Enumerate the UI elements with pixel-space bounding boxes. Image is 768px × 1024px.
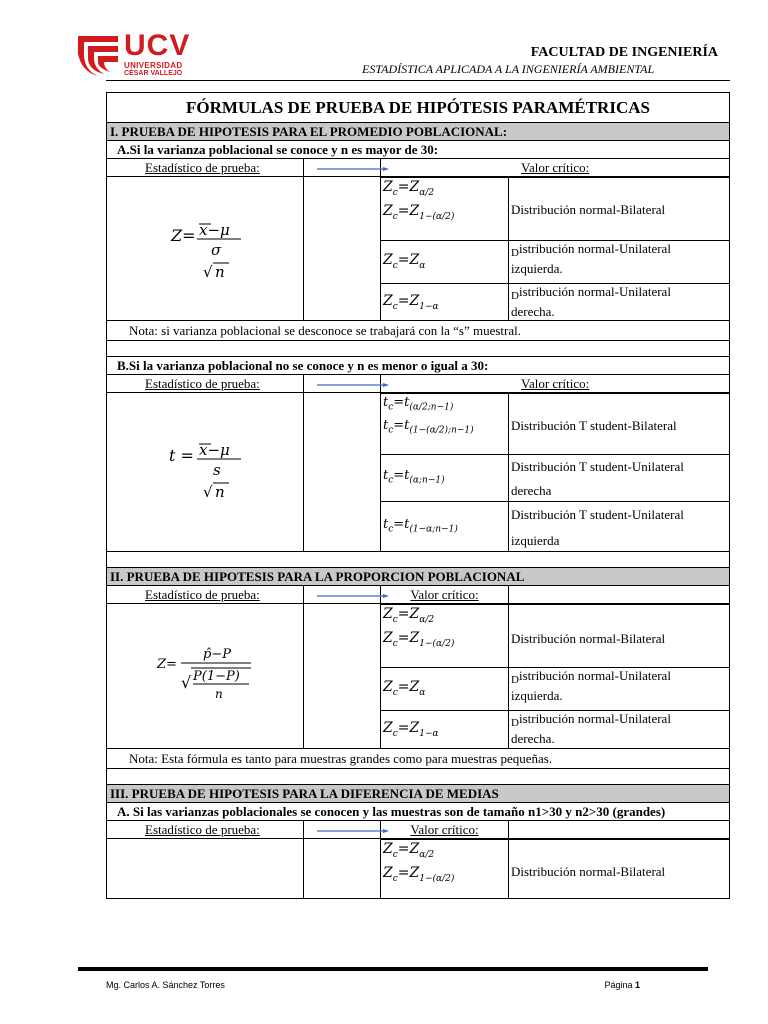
svg-text:x−μ: x−μ [199,441,230,459]
arrow-right-icon [317,383,389,387]
footer-page: Página 1 [604,980,640,990]
section-3-heading: III. PRUEBA DE HIPOTESIS PARA LA DIFERENCIA DE MEDIAS [107,785,729,803]
subsection-d-heading: A. Si las varianzas poblacionales se conocen y las muestras son de tamaño n1>30 y n2>30 (grandes) [107,803,729,821]
formula-table [106,92,730,899]
svg-text:p̂−P: p̂−P [203,647,231,662]
crit-row: $Z_c=Z_{\alpha/2}$ $Z_c=Z_{1-(\alpha/2)}$ Distribución normal-Bilateral [381,604,729,667]
crit-row: $t_c=t_{(\alpha/2;n-1)}$ $t_c=t_{(1-(\alpha/2);n-1)}$ Distribución T student-Bilateral [381,393,729,454]
crit-label: Valor crítico: [521,160,590,175]
crit-row: $Z_c=Z_{1-\alpha}$ $_D$istribución normal-Unilateral derecha. [381,283,729,320]
arrow-right-icon [317,167,389,171]
t-mean-formula-icon [167,435,247,503]
svg-text:√: √ [203,483,213,501]
crit-row: $Z_c=Z_{\alpha/2}$ $Z_c=Z_{1-(\alpha/2)}$ Distribución normal-Bilateral [381,177,729,240]
svg-text:σ: σ [211,241,222,259]
subsection-b-heading: B.Si la varianza poblacional no se conoce y n es menor o igual a 30: [107,357,729,375]
note-a: Nota: si varianza poblacional se desconoce se trabajará con la “s” muestral. [107,321,729,341]
svg-text:n: n [215,263,225,281]
block-b: Estadístico de prueba: t = x−μ s √ n Valor crítico: $t_c=t_{(\alpha/2;n-1)}$ $t_c=t_{(1-(\alpha/2);n-1)}$ Distribución T student-Bilateral $t_c=t_{(\alpha;n-1)}$ Distribución T student-Unilateral derecha $t_c=t_{(1-\alpha;n-1)}$ Distribución T student-Unilateral izquierda [107,375,729,552]
section-2-heading: II. PRUEBA DE HIPOTESIS PARA LA PROPORCION POBLACIONAL [107,568,729,586]
block-a [107,159,729,321]
svg-text:√: √ [181,673,192,692]
ucv-shield-icon [78,32,118,78]
arrow-right-icon [317,829,389,833]
crit-row: $t_c=t_{(\alpha;n-1)}$ Distribución T student-Unilateral derecha [381,454,729,501]
svg-text:n: n [215,483,225,501]
footer-rule [78,967,708,971]
faculty-title: FACULTAD DE INGENIERÍA [530,45,718,60]
svg-text:Z=: Z= [157,657,177,672]
arrow-right-icon [317,594,389,598]
document-title: FÓRMULAS DE PRUEBA DE HIPÓTESIS PARAMÉTRICAS [107,93,729,123]
crit-row: $t_c=t_{(1-\alpha;n-1)}$ Distribución T student-Unilateral izquierda [381,501,729,551]
z-mean-formula-icon [169,215,249,283]
crit-row: $Z_c=Z_\alpha$ $_D$istribución normal-Unilateral izquierda. [381,240,729,283]
block-d: Estadístico de prueba: Valor crítico: $Z_c=Z_{\alpha/2}$ $Z_c=Z_{1-(\alpha/2)}$ Distribución normal-Bilateral [107,821,729,898]
svg-text:x−μ: x−μ [199,221,230,239]
proportion-formula-icon [155,644,265,708]
subsection-a-heading: A.Si la varianza poblacional se conoce y n es mayor de 30: [107,141,729,159]
crit-row: $Z_c=Z_{\alpha/2}$ $Z_c=Z_{1-(\alpha/2)}$ Distribución normal-Bilateral [381,839,729,898]
logo-line1: UNIVERSIDAD [124,61,183,70]
crit-row: $Z_c=Z_{1-\alpha}$ $_D$istribución normal-Unilateral derecha. [381,710,729,748]
svg-text:P(1−P): P(1−P) [193,669,240,684]
svg-text:n: n [215,687,223,701]
svg-text:√: √ [203,263,213,281]
ucv-logo [78,30,198,80]
section-1-heading: I. PRUEBA DE HIPOTESIS PARA EL PROMEDIO POBLACIONAL: [107,123,729,141]
t-formula [107,393,303,548]
proportion-formula [107,604,303,745]
svg-text:Z=: Z= [171,226,196,245]
svg-text:s: s [213,461,221,479]
footer-author: Mg. Carlos A. Sánchez Torres [106,980,225,990]
stat-label: Estadístico de prueba: [145,160,260,175]
z-formula [107,177,303,316]
course-title: ESTADÍSTICA APLICADA A LA INGENIERÍA AMBIENTAL [362,62,655,76]
note-c: Nota: Esta fórmula es tanto para muestras grandes como para muestras pequeñas. [107,749,729,769]
logo-text: UCV [124,29,191,62]
block-c: Estadístico de prueba: Z= p̂−P √ P(1−P) n Valor crítico: $Z_c=Z_{\alpha/2}$ $Z_c=Z_{1-(\alpha/2)}$ Distribución normal-Bilateral $Z_c=Z_\alpha$ $_D$istribución normal-Unilateral izquierda. $Z_c=Z_{1-\alpha}$ $_D$istribución normal-Unilateral derecha. [107,586,729,749]
svg-text:t =: t = [169,446,194,465]
logo-line2: CÉSAR VALLEJO [124,70,183,77]
header-rule [106,80,730,81]
crit-row: $Z_c=Z_\alpha$ $_D$istribución normal-Unilateral izquierda. [381,667,729,710]
